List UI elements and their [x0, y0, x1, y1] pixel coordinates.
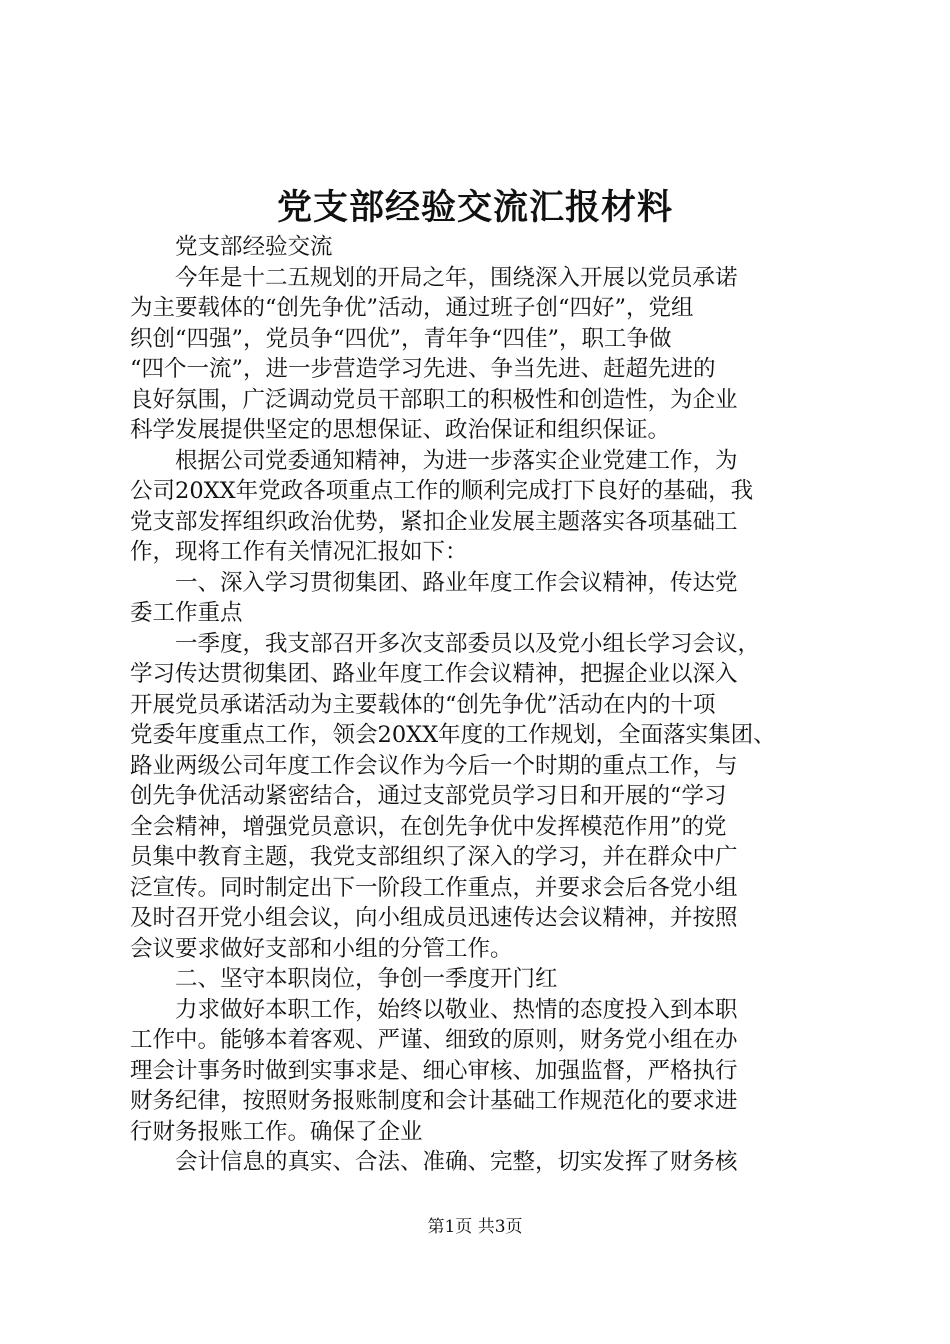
- body-line: 根据公司党委通知精神，为进一步落实企业党建工作，为: [130, 447, 738, 474]
- body-line: 一季度，我支部召开多次支部委员以及党小组长学习会议，: [130, 630, 761, 657]
- body-line: 全会精神，增强党员意识，在创先争优中发挥模范作用”的党: [130, 813, 727, 840]
- body-line: 工作中。能够本着客观、严谨、细致的原则，财务党小组在办: [130, 1027, 738, 1053]
- document-title: 党支部经验交流汇报材料: [276, 187, 673, 228]
- body-line: 作，现将工作有关情况汇报如下：: [130, 539, 468, 565]
- body-line: 党支部发挥组织政治优势，紧扣企业发展主题落实各项基础工: [130, 508, 738, 535]
- body-line: 及时召开党小组会议，向小组成员迅速传达会议精神，并按照: [130, 905, 738, 931]
- body-line: 泛宣传。同时制定出下一阶段工作重点，并要求会后各党小组: [130, 874, 738, 901]
- body-line: 会议要求做好支部和小组的分管工作。: [130, 935, 513, 962]
- body-line: 力求做好本职工作，始终以敬业、热情的态度投入到本职: [130, 996, 738, 1023]
- body-line: 科学发展提供坚定的思想保证、政治保证和组织保证。: [130, 417, 671, 443]
- document-body: [130, 232, 830, 1178]
- section-heading-line: 二、坚守本职岗位，争创一季度开门红: [130, 966, 558, 992]
- body-line: 学习传达贯彻集团、路业年度工作会议精神，把握企业以深入: [130, 661, 738, 687]
- body-line: 今年是十二五规划的开局之年，围绕深入开展以党员承诺: [130, 264, 738, 291]
- body-line: 路业两级公司年度工作会议作为今后一个时期的重点工作，与: [130, 752, 738, 779]
- body-line: 党委年度重点工作，领会20XX年度的工作规划，全面落实集团、: [130, 722, 776, 748]
- body-line: 良好氛围，广泛调动党员干部职工的积极性和创造性，为企业: [130, 386, 738, 413]
- body-line: 为主要载体的“创先争优”活动，通过班子创“四好”，党组: [130, 295, 694, 321]
- section-heading-line: 一、深入学习贯彻集团、路业年度工作会议精神，传达党: [130, 569, 738, 596]
- body-line: 员集中教育主题，我党支部组织了深入的学习，并在群众中广: [130, 844, 738, 870]
- page-number-footer: 第1页 共3页: [427, 1217, 523, 1237]
- body-line: 开展党员承诺活动为主要载体的“创先争优”活动在内的十项: [130, 691, 716, 718]
- body-line: 会计信息的真实、合法、准确、完整，切实发挥了财务核: [130, 1149, 738, 1175]
- body-line: 财务纪律，按照财务报账制度和会计基础工作规范化的要求进: [130, 1088, 738, 1114]
- body-line: 创先争优活动紧密结合，通过支部党员学习日和开展的“学习: [130, 783, 727, 809]
- body-line: 织创“四强”，党员争“四优”，青年争“四佳”，职工争做: [130, 325, 672, 352]
- body-line: 理会计事务时做到实事求是、细心审核、加强监督，严格执行: [130, 1057, 738, 1084]
- body-line: 行财务报账工作。确保了企业: [130, 1118, 423, 1145]
- section-heading-line: 委工作重点: [130, 600, 243, 626]
- body-line: “四个一流”，进一步营造学习先进、争当先进、赶超先进的: [130, 356, 716, 382]
- body-line: 公司20XX年党政各项重点工作的顺利完成打下良好的基础，我: [130, 478, 754, 504]
- body-line: 党支部经验交流: [130, 234, 333, 260]
